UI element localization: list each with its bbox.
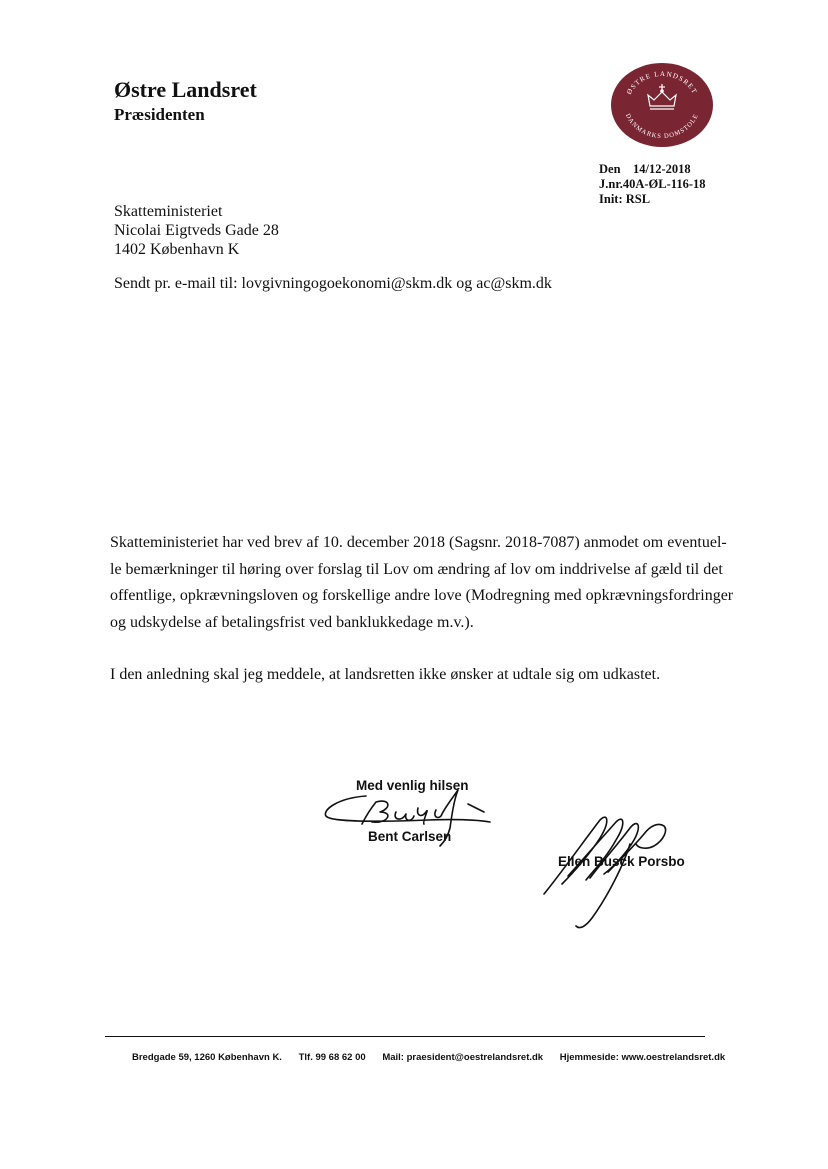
sent-by-email-line: Sendt pr. e-mail til: lovgivningogoekonomi@skm.dk og ac@skm.dk	[114, 275, 552, 292]
body-line: Skatteministeriet har ved brev af 10. december 2018 (Sagsnr. 2018-7087) anmodet om eventuel-	[110, 534, 727, 551]
court-seal	[610, 62, 714, 148]
seal-bottom-text: DANMARKS DOMSTOLE	[623, 112, 700, 141]
closing-greeting: Med venlig hilsen	[356, 778, 469, 793]
seal-top-text: ØSTRE LANDSRET	[625, 69, 699, 96]
footer	[132, 1052, 739, 1064]
handwritten-signature-2	[538, 808, 678, 932]
footer-website: Hjemmeside: www.oestrelandsret.dk	[559, 1052, 726, 1063]
signer-name-1: Bent Carlsen	[368, 829, 452, 844]
body-paragraph-1	[110, 530, 734, 636]
court-role: Præsidenten	[114, 105, 205, 124]
court-name: Østre Landsret	[114, 77, 257, 102]
initials: Init: RSL	[599, 192, 651, 206]
journal-number: J.nr.40A-ØL-116-18	[599, 177, 706, 191]
footer-email: Mail: praesident@oestrelandsret.dk	[382, 1052, 544, 1063]
signer-name-2: Ellen Busck Porsbo	[558, 854, 685, 869]
body-line: og udskydelse af betalingsfrist ved banklukkedage m.v.).	[110, 613, 474, 631]
date-line: Den 14/12-2018	[599, 162, 691, 176]
reference-block	[599, 162, 706, 207]
footer-divider	[105, 1036, 705, 1037]
body-paragraph-2: I den anledning skal jeg meddele, at landsretten ikke ønsker at udtale sig om udkastet.	[110, 666, 661, 683]
body-line: le bemærkninger til høring over forslag til Lov om ændring af lov om inddrivelse af gæld til det	[110, 560, 723, 578]
recipient-street: Nicolai Eigtveds Gade 28	[114, 222, 279, 239]
body-line: offentlige, opkrævningsloven og forskellige andre love (Modregning med opkrævningsfordringer	[110, 587, 734, 604]
footer-phone: Tlf. 99 68 62 00	[298, 1052, 366, 1063]
recipient-name: Skatteministeriet	[114, 203, 223, 220]
recipient-city: 1402 København K	[114, 241, 240, 258]
handwritten-signature-1	[318, 776, 494, 852]
footer-address: Bredgade 59, 1260 København K.	[132, 1052, 282, 1063]
recipient-address	[114, 202, 279, 259]
